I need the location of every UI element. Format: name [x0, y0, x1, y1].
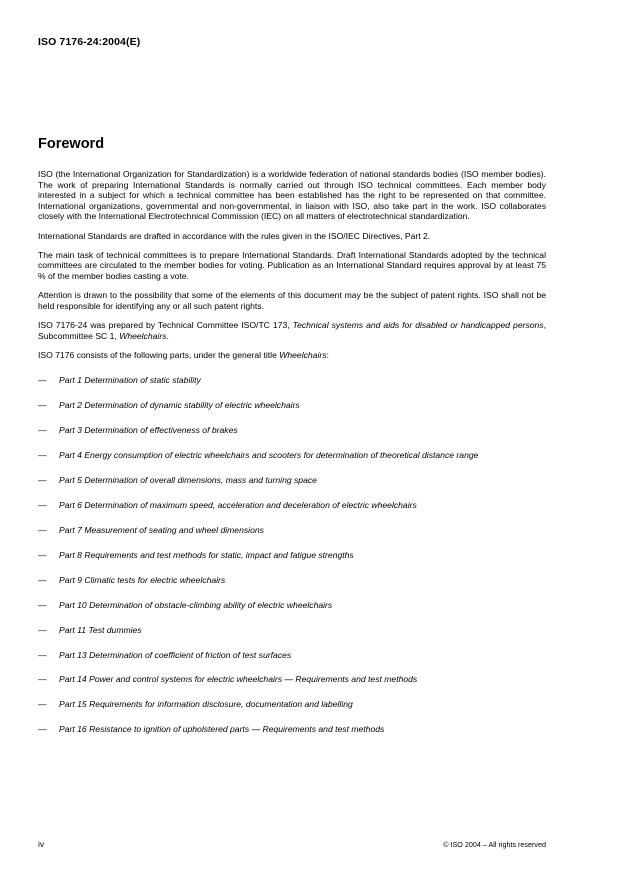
- list-item: [38, 625, 546, 636]
- list-dash: —: [38, 624, 47, 635]
- list-item: [38, 525, 546, 536]
- list-item: [38, 550, 546, 561]
- list-item: [38, 650, 546, 661]
- paragraph-directives: International Standards are drafted in accordance with the rules given in the ISO/IEC Directives, Part 2.: [38, 230, 431, 241]
- part-title: Part 7 Measurement of seating and wheel dimensions: [59, 524, 264, 535]
- list-dash: —: [38, 499, 47, 510]
- list-dash: —: [38, 549, 47, 560]
- page-number: iv: [38, 839, 45, 849]
- paragraph-technical-committees: The main task of technical committees is to prepare International Standards. Draft International Standards adopted by the technical committees are circulated to the member bodies for voting. Publication as an International Standard requires approval by at least 75 % of the member bodies casting a vote.: [38, 249, 546, 281]
- list-item: [38, 500, 546, 511]
- paragraph-prepared-by: [38, 320, 546, 341]
- list-item: [38, 575, 546, 586]
- list-dash: —: [38, 524, 47, 535]
- parts-intro-prefix: ISO 7176 consists of the following parts, under the general title: [38, 349, 280, 360]
- subcommittee-title: Wheelchairs: [119, 330, 167, 341]
- list-item: [38, 375, 546, 386]
- parts-intro-suffix: :: [326, 349, 329, 360]
- document-identifier: ISO 7176-24:2004(E): [38, 36, 141, 48]
- part-title: Part 1 Determination of static stability: [59, 374, 201, 385]
- foreword-body: [38, 169, 546, 749]
- list-dash: —: [38, 449, 47, 460]
- list-item: [38, 400, 546, 411]
- list-item: [38, 475, 546, 486]
- prepared-by-prefix: ISO 7176-24 was prepared by Technical Committee ISO/TC 173,: [38, 319, 293, 330]
- general-title: Wheelchairs: [279, 349, 327, 360]
- list-dash: —: [38, 399, 47, 410]
- part-title: Part 9 Climatic tests for electric wheelchairs: [59, 574, 226, 585]
- list-item: [38, 674, 546, 685]
- part-title: Part 6 Determination of maximum speed, acceleration and deceleration of electric wheelchairs: [59, 499, 417, 510]
- parts-list: [38, 375, 546, 735]
- part-title: Part 14 Power and control systems for electric wheelchairs — Requirements and test methods: [59, 674, 418, 685]
- list-dash: —: [38, 724, 47, 735]
- part-title: Part 3 Determination of effectiveness of brakes: [59, 424, 238, 435]
- list-item: [38, 450, 546, 461]
- paragraph-parts-intro: [38, 350, 546, 361]
- list-dash: —: [38, 699, 47, 710]
- list-dash: —: [38, 674, 47, 685]
- part-title: Part 11 Test dummies: [59, 624, 142, 635]
- list-dash: —: [38, 374, 47, 385]
- list-item: [38, 425, 546, 436]
- list-item: [38, 724, 546, 735]
- copyright-notice: © ISO 2004 – All rights reserved: [443, 840, 546, 849]
- part-title: Part 2 Determination of dynamic stability of electric wheelchairs: [59, 399, 300, 410]
- part-title: Part 4 Energy consumption of electric wheelchairs and scooters for determination of theoretical distance range: [59, 449, 479, 460]
- part-title: Part 15 Requirements for information disclosure, documentation and labelling: [59, 699, 353, 710]
- part-title: Part 16 Resistance to ignition of upholstered parts — Requirements and test methods: [59, 724, 385, 735]
- list-item: [38, 699, 546, 710]
- part-title: Part 8 Requirements and test methods for static, impact and fatigue strengths: [59, 549, 354, 560]
- list-dash: —: [38, 599, 47, 610]
- list-dash: —: [38, 574, 47, 585]
- part-title: Part 13 Determination of coefficient of friction of test surfaces: [59, 649, 292, 660]
- part-title: Part 10 Determination of obstacle-climbing ability of electric wheelchairs: [59, 599, 333, 610]
- foreword-heading: Foreword: [38, 136, 105, 152]
- paragraph-iso-intro: ISO (the International Organization for Standardization) is a worldwide federation of national standards bodies (ISO member bodies). The work of preparing International Standards is normally carried out through ISO technical committees. Each member body interested in a subject for which a technical committee has been established has the right to be represented on that committee. International organizations, governmental and non-governmental, in liaison with ISO, also take part in the work. ISO collaborates closely with the International Electrotechnical Commission (IEC) on all matters of electrotechnical standardization.: [38, 169, 546, 222]
- prepared-by-mid: , Subcommittee SC 1,: [38, 319, 547, 341]
- list-dash: —: [38, 424, 47, 435]
- list-item: [38, 600, 546, 611]
- paragraph-patent-rights: Attention is drawn to the possibility that some of the elements of this document may be the subject of patent rights. ISO shall not be held responsible for identifying any or all such patent rights.: [38, 290, 546, 311]
- part-title: Part 5 Determination of overall dimensions, mass and turning space: [59, 474, 317, 485]
- prepared-by-suffix: .: [166, 330, 169, 341]
- list-dash: —: [38, 649, 47, 660]
- committee-title: Technical systems and aids for disabled or handicapped persons: [292, 319, 544, 330]
- list-dash: —: [38, 474, 47, 485]
